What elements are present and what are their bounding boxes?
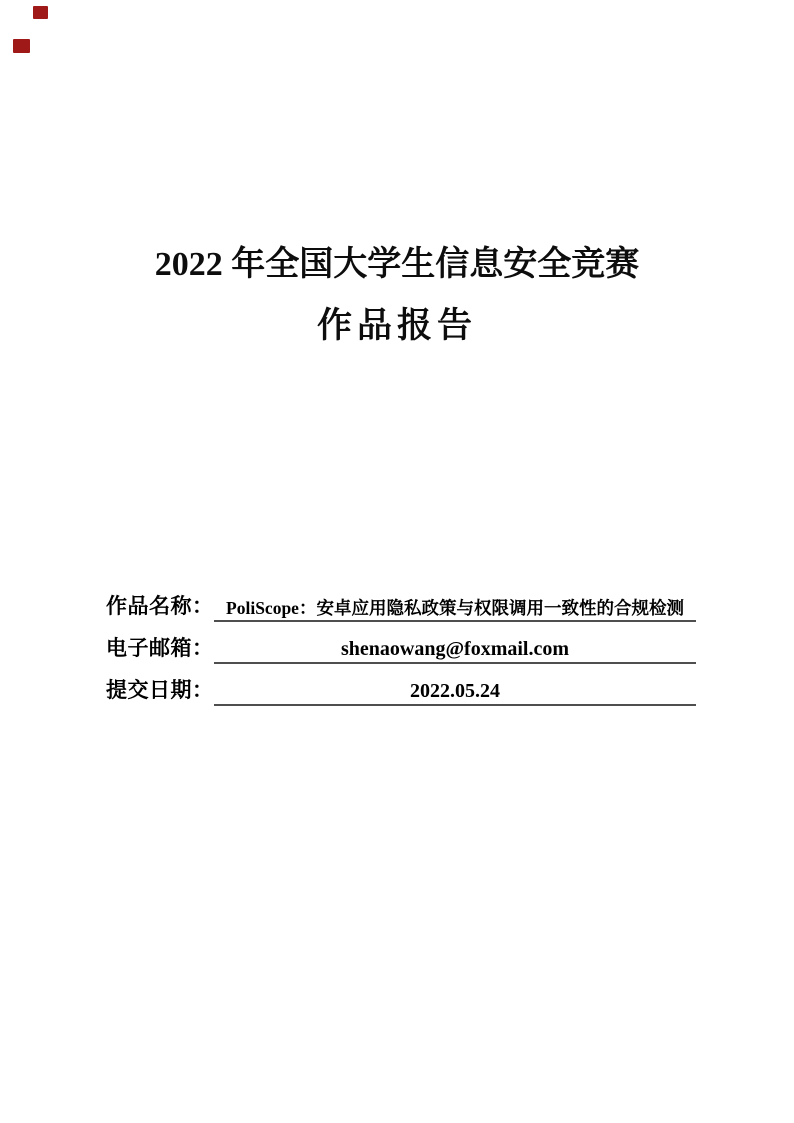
submit-date-value: 2022.05.24 [410,680,500,702]
form-row-submit-date [106,678,698,704]
report-subtitle: 作品报告 [316,306,477,345]
project-name-value: PoliScope：安卓应用隐私政策与权限调用一致性的合规检测 [226,598,684,618]
form-row-email [106,636,698,662]
competition-title: 2022 年全国大学生信息安全竞赛 [154,246,640,283]
form-row-project-name [106,594,698,620]
submit-date-underline [214,678,696,706]
project-name-underline [214,594,696,622]
email-value: shenaowang@foxmail.com [340,638,570,660]
email-underline [214,636,696,664]
red-stamp-mark-top [33,6,48,19]
project-name-label: 作品名称： [106,595,214,618]
red-stamp-mark-bottom [13,39,30,53]
email-label: 电子邮箱： [106,637,214,660]
submit-date-label: 提交日期： [106,679,214,702]
